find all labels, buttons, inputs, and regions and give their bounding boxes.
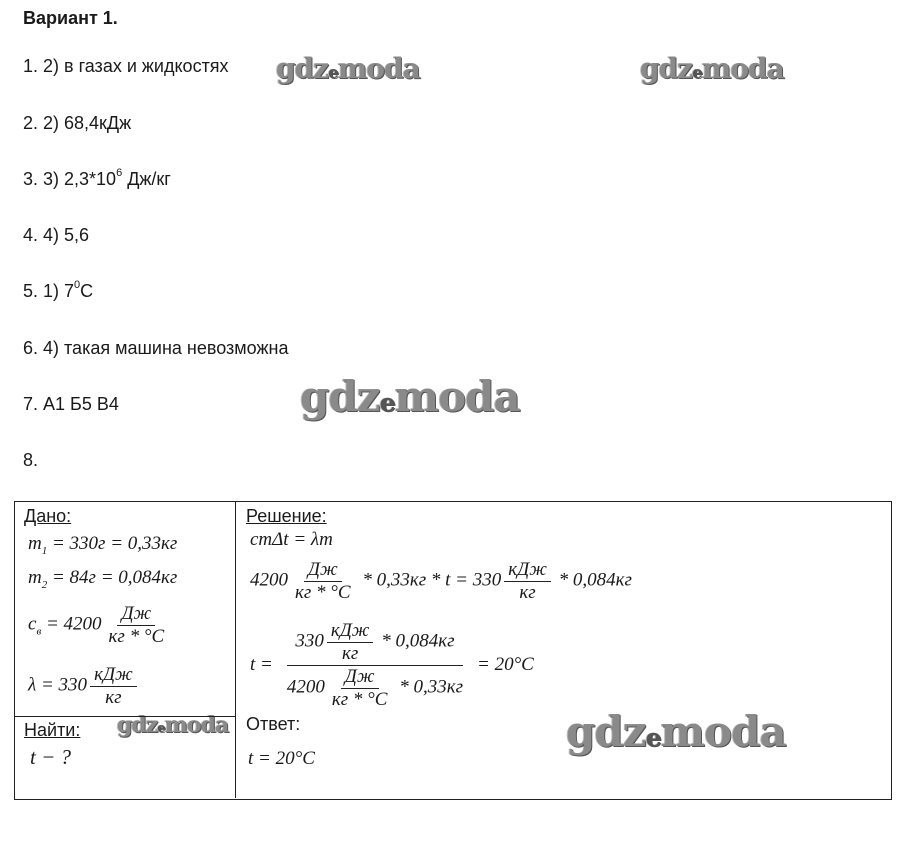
find-value: t − ? [30,745,72,769]
table-divider [235,501,236,798]
answer-5-degree: 0 [74,279,81,291]
find-label: Найти: [24,720,81,740]
solution-eq3: t = 330 $\frac{\text{кДж}}{кг}$ * 0,084кг 4200 $\frac{Дж}{кг * ^\circ С}$ * 0,33кг = 20°С [250,620,534,710]
answer-2: 2. 2) 68,4кДж [23,113,132,133]
answer-7: 7. А1 Б5 В4 [23,394,119,414]
answer-3-text: 3. 3) 2,3*10 [23,169,117,189]
solution-label: Решение: [246,506,327,526]
given-lambda: λ = 330 $\frac{\text{кДж}}{кг}$ [28,664,140,709]
watermark-logo: gdzemoda [640,52,784,85]
watermark-logo: gdzemoda [566,707,786,756]
answer-8: 8. [23,450,39,470]
answer-4: 4. 4) 5,6 [23,225,90,245]
answer-3-exponent: 6 [116,167,123,179]
given-m1: $m_1 = 330г = 0,33кг$ [28,533,178,557]
solution-eq2: 4200 $\frac{Дж}{кг * ^\circ С}$ * 0,33кг * t = 330 $\frac{\text{кДж}}{кг}$ * 0,084кг [250,559,632,603]
answer-1: 1. 2) в газах и жидкостях [23,56,229,76]
answer-3 [23,169,171,190]
given-m2: $m_2 = 84г = 0,084кг$ [28,567,178,591]
answer-5-text: 5. 1) 7 [23,281,75,301]
solution-eq1: cmΔt = λm [250,529,333,550]
answer-label: Ответ: [246,714,301,734]
table-divider [14,716,236,717]
watermark-logo: gdzemoda [300,372,520,421]
page-title: Вариант 1. [23,8,118,28]
answer-5 [23,281,93,302]
answer-5-unit: С [80,281,94,301]
answer-3-unit: Дж/кг [122,169,171,189]
watermark-logo: gdzemoda [276,52,420,85]
answer-value: t = 20°С [248,748,315,769]
given-c: $c_в = 4200$ $\frac{Дж}{кг * ^\circ С}$ [28,603,165,647]
watermark-logo: gdzemoda [117,712,229,738]
answer-6: 6. 4) такая машина невозможна [23,338,289,358]
given-label: Дано: [24,506,72,526]
